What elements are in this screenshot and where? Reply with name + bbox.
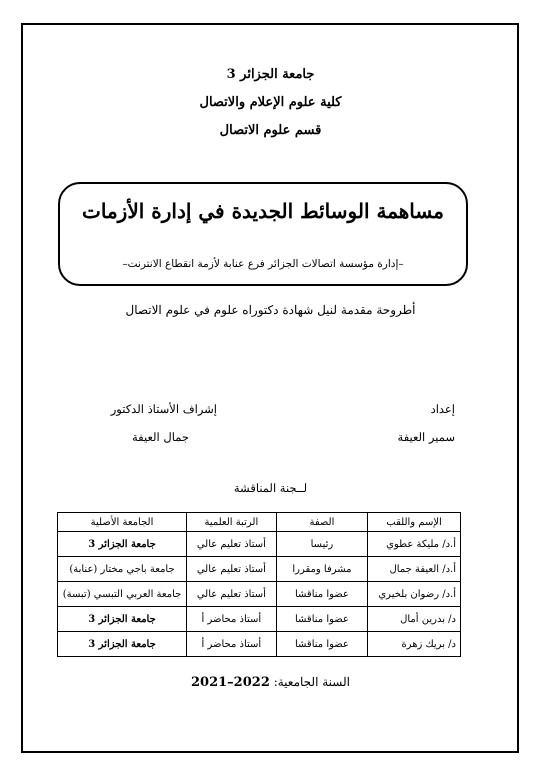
table-row [58,582,461,607]
member-rank: أستاذ تعليم عالي [187,532,277,557]
member-name: د/ بريك زهرة [368,632,461,657]
member-role: عضوا مناقشا [276,582,367,607]
member-name: أ.د/ العيفة جمال [368,557,461,582]
header-university: الجامعة الأصلية [58,513,187,532]
member-rank: أستاذ تعليم عالي [187,582,277,607]
header-role: الصفة [276,513,367,532]
member-name: أ.د/ رضوان بلخيري [368,582,461,607]
thesis-title: مساهمة الوسائط الجديدة في إدارة الأزمات [82,199,444,223]
member-rank: أستاذ محاضر أ [187,607,277,632]
member-rank: أستاذ تعليم عالي [187,557,277,582]
thesis-statement: أطروحة مقدمة لنيل شهادة دكتوراه علوم في علوم الاتصال [125,303,416,317]
thesis-subtitle: –إدارة مؤسسة اتصالات الجزائر فرع عنابة لأزمة انقطاع الانترنت– [122,258,404,270]
member-name: د/ بدرين أمال [368,607,461,632]
member-university: جامعة الجزائر 3 [58,532,187,557]
member-university: جامعة الجزائر 3 [58,607,187,632]
supervisor-name: جمال العيفة [132,430,189,444]
prepared-label: إعداد [430,402,455,416]
academic-year-label: السنة الجامعية: [273,675,350,689]
member-role: مشرفا ومقررا [276,557,367,582]
title-frame [58,182,468,286]
department-name: قسم علوم الاتصال [219,123,322,138]
member-university: جامعة العربي التبسي (تبسة) [58,582,187,607]
supervision-label: إشراف الأستاذ الدكتور [110,402,217,416]
table-row [58,532,461,557]
member-role: عضوا مناقشا [276,632,367,657]
table-header-row [58,513,461,532]
committee-title: لــجنة المناقشة [233,481,308,495]
table-row [58,632,461,657]
academic-year [0,675,541,690]
member-name: أ.د/ مليكة عطوي [368,532,461,557]
table-row [58,557,461,582]
member-university: جامعة الجزائر 3 [58,632,187,657]
header-name: الإسم واللقب [368,513,461,532]
member-university: جامعة باجي مختار (عنابة) [58,557,187,582]
header-rank: الرتبة العلمية [187,513,277,532]
member-role: عضوا مناقشا [276,607,367,632]
academic-year-value: 2021–2022 [191,675,270,690]
member-rank: أستاذ محاضر أ [187,632,277,657]
university-name: جامعة الجزائر 3 [226,67,315,82]
faculty-name: كلية علوم الإعلام والاتصال [199,95,342,110]
student-name: سمير العيفة [397,430,455,444]
committee-table [57,512,461,657]
table-row [58,607,461,632]
member-role: رئيسا [276,532,367,557]
